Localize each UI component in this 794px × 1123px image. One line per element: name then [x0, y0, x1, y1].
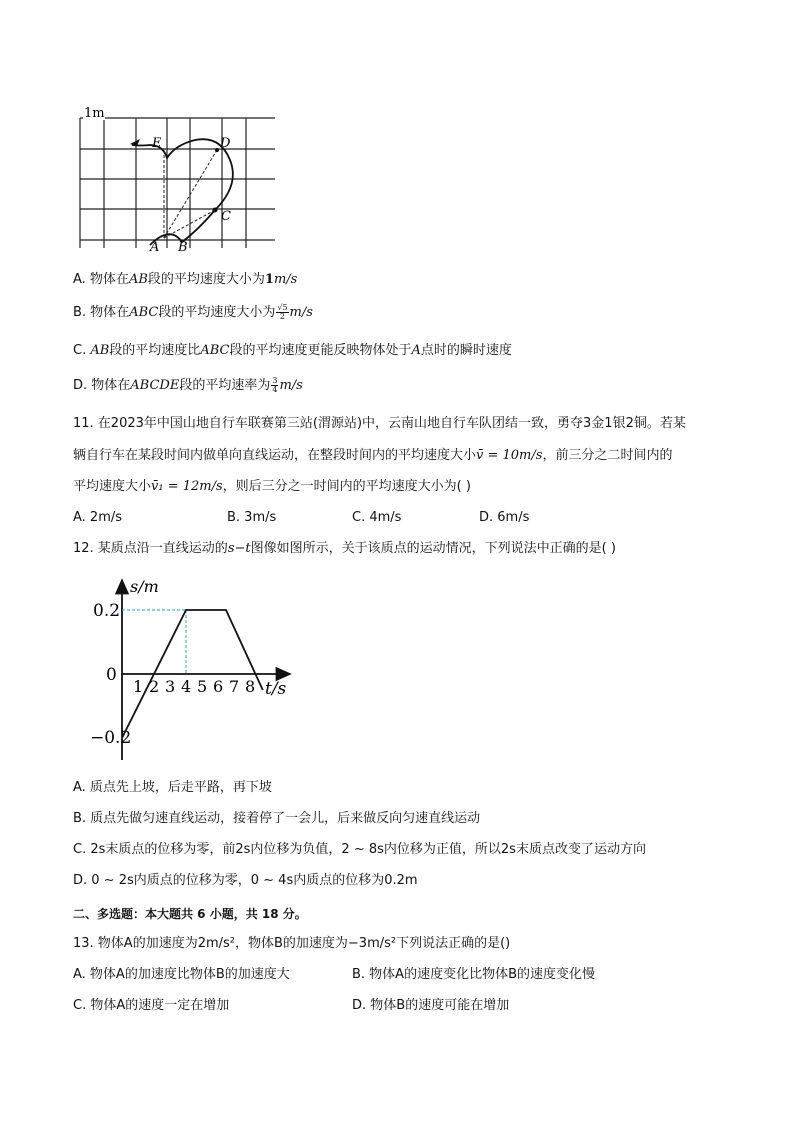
q11-stem-line1: 11. 在2023年中国山地自行车联赛第三站(渭源站)中，云南山地自行车队团结一致，勇夺3金1银2铜。若某: [73, 416, 686, 431]
s-t-graph: [90, 570, 300, 770]
y-axis-label: s/m: [130, 577, 159, 596]
y-tick-neg0.2: −0.2: [90, 728, 132, 748]
point-label-a: A: [150, 240, 160, 255]
grid-trajectory-figure: [70, 100, 280, 255]
x-axis-label: t/s: [265, 679, 287, 699]
x-tick-7: 7: [229, 677, 240, 696]
x-tick-8: 8: [245, 677, 256, 696]
q11-stem-line3: 平均速度大小v̄₁ = 12m/s，则后三分之一时间内的平均速度大小为( ): [73, 479, 471, 494]
q12-stem: 12. 某质点沿一直线运动的s−t图像如图所示，关于该质点的运动情况，下列说法中正确的是( ): [73, 541, 616, 556]
q13-option-a: A. 物体A的加速度比物体B的加速度大: [73, 967, 290, 982]
point-label-b: B: [178, 240, 188, 255]
q10-option-b: B. 物体在ABC段的平均速度大小为 $\frac{√5}{2}$ m/s: [73, 303, 313, 321]
point-label-e: E: [152, 136, 162, 151]
q13-option-c: C. 物体A的速度一定在增加: [73, 998, 230, 1013]
q11-stem-line2: 辆自行车在某段时间内做单向直线运动，在整段时间内的平均速度大小v̄ = 10m/s，前三分之二时间内的: [73, 448, 673, 463]
point-label-c: C: [221, 209, 231, 224]
point-label-d: D: [220, 136, 231, 151]
grid-unit-label: 1m: [84, 106, 105, 121]
q10-option-c: C. AB段的平均速度比ABC段的平均速度更能反映物体处于A点时的瞬时速度: [73, 343, 512, 358]
q11-option-b: B. 3m/s: [227, 510, 277, 525]
q11-option-a: A. 2m/s: [73, 510, 123, 525]
x-tick-3: 3: [165, 677, 176, 696]
y-tick-0.2: 0.2: [93, 601, 121, 621]
q11-option-d: D. 6m/s: [479, 510, 530, 525]
q13-option-b: B. 物体A的速度变化比物体B的速度变化慢: [352, 967, 595, 982]
x-tick-6: 6: [213, 677, 224, 696]
q12-option-c: C. 2s末质点的位移为零，前2s内位移为负值，2 ~ 8s内位移为正值，所以2s末质点改变了运动方向: [73, 842, 646, 857]
q12-option-a: A. 质点先上坡，后走平路，再下坡: [73, 780, 272, 795]
q12-option-d: D. 0 ~ 2s内质点的位移为零，0 ~ 4s内质点的位移为0.2m: [73, 873, 418, 888]
q11-option-c: C. 4m/s: [352, 510, 402, 525]
x-tick-2: 2: [149, 677, 160, 696]
q13-stem: 13. 物体A的加速度为2m/s²，物体B的加速度为−3m/s²下列说法正确的是(): [73, 936, 511, 951]
q12-option-b: B. 质点先做匀速直线运动，接着停了一会儿，后来做反向匀速直线运动: [73, 811, 481, 826]
x-tick-1: 1: [133, 677, 144, 696]
q10-option-d: D. 物体在ABCDE段的平均速率为 $\frac{3}{4}$ m/s: [73, 376, 303, 394]
section-2-heading: 二、多选题：本大题共 6 小题，共 18 分。: [73, 907, 307, 921]
y-tick-0: 0: [106, 665, 117, 685]
q10-option-a: A. 物体在AB段的平均速度大小为1m/s: [73, 272, 298, 287]
q13-option-d: D. 物体B的速度可能在增加: [352, 998, 510, 1013]
x-tick-5: 5: [197, 677, 208, 696]
x-tick-4: 4: [181, 677, 192, 696]
